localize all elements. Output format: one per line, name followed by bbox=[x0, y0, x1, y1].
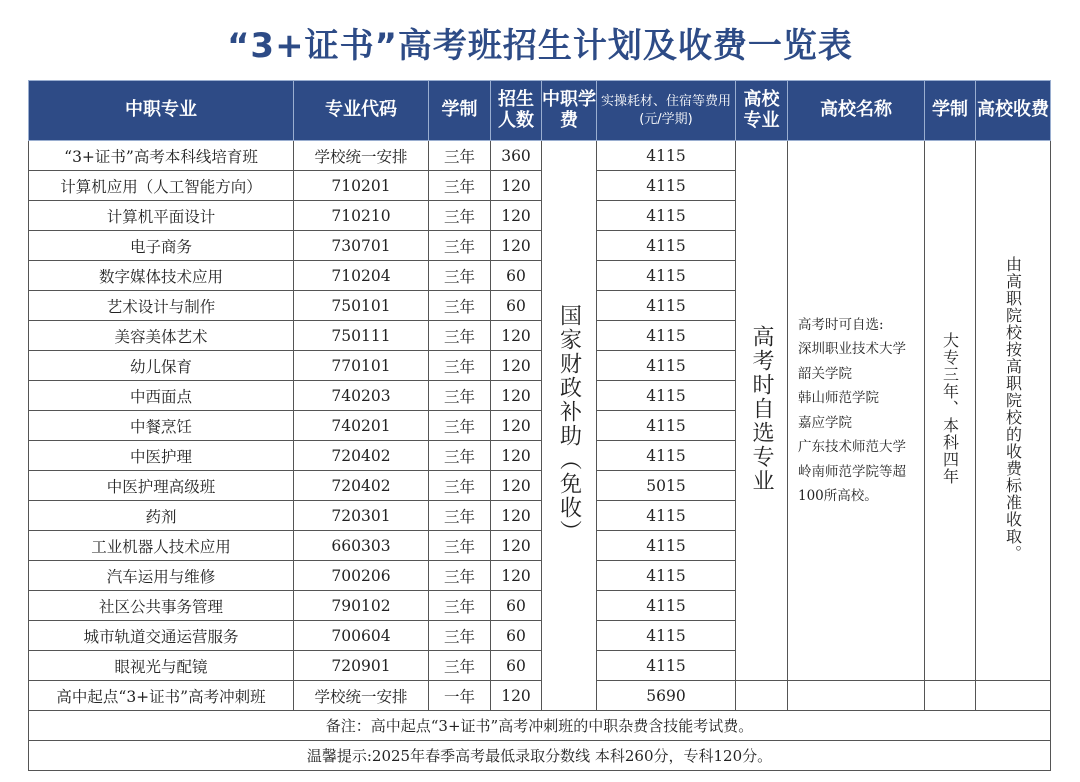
cell-enroll: 120 bbox=[491, 171, 542, 201]
college-major-text: 高考时自选专业 bbox=[749, 324, 774, 493]
cell-duration: 三年 bbox=[429, 171, 491, 201]
cell-major: 数字媒体技术应用 bbox=[29, 261, 294, 291]
cell-major: 美容美体艺术 bbox=[29, 321, 294, 351]
header-duration: 学制 bbox=[429, 81, 491, 141]
cell-major: 药剂 bbox=[29, 501, 294, 531]
college-name-line: 韩山师范学院 bbox=[798, 390, 879, 406]
cell-fee: 4115 bbox=[597, 201, 736, 231]
cell-duration: 三年 bbox=[429, 381, 491, 411]
empty-cell bbox=[736, 681, 788, 711]
college-name-line: 100所高校。 bbox=[798, 488, 878, 504]
header-fees-line1: 实操耗材、住宿等费用 bbox=[600, 93, 731, 109]
college-name-line: 深圳职业技术大学 bbox=[798, 341, 906, 357]
cell-major: 艺术设计与制作 bbox=[29, 291, 294, 321]
college-name-line: 广东技术师范大学 bbox=[798, 439, 906, 455]
cell-major: 中餐烹饪 bbox=[29, 411, 294, 441]
cell-fee: 4115 bbox=[597, 321, 736, 351]
remark-row bbox=[29, 711, 1051, 741]
cell-duration: 三年 bbox=[429, 351, 491, 381]
cell-major: 中西面点 bbox=[29, 381, 294, 411]
cell-fee: 5690 bbox=[597, 681, 736, 711]
cell-duration: 三年 bbox=[429, 321, 491, 351]
cell-code: 710201 bbox=[294, 171, 429, 201]
cell-major: 电子商务 bbox=[29, 231, 294, 261]
cell-code: 740203 bbox=[294, 381, 429, 411]
cell-college-fee-merged bbox=[976, 141, 1051, 681]
cell-code: 720402 bbox=[294, 441, 429, 471]
cell-enroll: 120 bbox=[491, 351, 542, 381]
cell-duration: 三年 bbox=[429, 441, 491, 471]
cell-major: 城市轨道交通运营服务 bbox=[29, 621, 294, 651]
header-fees-line2: (元/学期) bbox=[639, 111, 693, 127]
cell-duration: 三年 bbox=[429, 651, 491, 681]
cell-fee: 4115 bbox=[597, 141, 736, 171]
cell-code: 学校统一安排 bbox=[294, 681, 429, 711]
cell-code: 710204 bbox=[294, 261, 429, 291]
college-fee-col2: 收费标准收取。 bbox=[1003, 442, 1023, 562]
cell-fee: 4115 bbox=[597, 651, 736, 681]
header-college-fee: 高校收费 bbox=[976, 81, 1051, 141]
cell-enroll: 60 bbox=[491, 291, 542, 321]
cell-fee: 4115 bbox=[597, 501, 736, 531]
header-college-major: 高校专业 bbox=[736, 81, 788, 141]
cell-major: “3+证书”高考本科线培育班 bbox=[29, 141, 294, 171]
college-name-line: 韶关学院 bbox=[798, 365, 852, 382]
cell-major: 眼视光与配镜 bbox=[29, 651, 294, 681]
header-college-name: 高校名称 bbox=[788, 81, 925, 141]
cell-duration: 三年 bbox=[429, 621, 491, 651]
cell-duration: 三年 bbox=[429, 261, 491, 291]
cell-major: 计算机平面设计 bbox=[29, 201, 294, 231]
header-fees bbox=[597, 81, 736, 141]
cell-duration: 三年 bbox=[429, 501, 491, 531]
cell-enroll: 60 bbox=[491, 651, 542, 681]
college-name-line: 嘉应学院 bbox=[798, 414, 852, 431]
cell-tuition-merged bbox=[542, 141, 597, 711]
page-title: “3+证书”高考班招生计划及收费一览表 bbox=[227, 26, 853, 66]
empty-cell bbox=[925, 681, 976, 711]
cell-fee: 4115 bbox=[597, 291, 736, 321]
enrollment-table bbox=[28, 80, 1051, 771]
cell-major: 中医护理高级班 bbox=[29, 471, 294, 501]
cell-duration: 三年 bbox=[429, 411, 491, 441]
cell-code: 660303 bbox=[294, 531, 429, 561]
cell-fee: 4115 bbox=[597, 561, 736, 591]
cell-duration: 三年 bbox=[429, 471, 491, 501]
cell-college-duration-merged bbox=[925, 141, 976, 681]
college-name-line: 岭南师范学院等超 bbox=[798, 463, 906, 480]
cell-enroll: 120 bbox=[491, 411, 542, 441]
cell-code: 790102 bbox=[294, 591, 429, 621]
empty-cell bbox=[788, 681, 925, 711]
cell-major: 计算机应用（人工智能方向） bbox=[29, 171, 294, 201]
cell-duration: 三年 bbox=[429, 591, 491, 621]
cell-fee: 4115 bbox=[597, 621, 736, 651]
cell-code: 学校统一安排 bbox=[294, 141, 429, 171]
cell-code: 700206 bbox=[294, 561, 429, 591]
cell-fee: 4115 bbox=[597, 591, 736, 621]
cell-enroll: 120 bbox=[491, 561, 542, 591]
cell-enroll: 120 bbox=[491, 531, 542, 561]
cell-fee: 4115 bbox=[597, 441, 736, 471]
cell-college-names-merged bbox=[788, 141, 925, 681]
remark-note: 备注：高中起点“3+证书”高考冲刺班的中职杂费含技能考试费。 bbox=[29, 711, 1051, 741]
cell-code: 720901 bbox=[294, 651, 429, 681]
cell-fee: 4115 bbox=[597, 261, 736, 291]
cell-code: 710210 bbox=[294, 201, 429, 231]
cell-duration: 三年 bbox=[429, 291, 491, 321]
table-header-row bbox=[29, 81, 1051, 141]
cell-enroll: 60 bbox=[491, 261, 542, 291]
empty-cell bbox=[976, 681, 1051, 711]
cell-code: 770101 bbox=[294, 351, 429, 381]
tip-note: 温馨提示:2025年春季高考最低录取分数线 本科260分，专科120分。 bbox=[29, 741, 1051, 771]
header-tuition: 中职学费 bbox=[542, 81, 597, 141]
cell-major: 工业机器人技术应用 bbox=[29, 531, 294, 561]
cell-enroll: 120 bbox=[491, 321, 542, 351]
header-code: 专业代码 bbox=[294, 81, 429, 141]
cell-enroll: 120 bbox=[491, 441, 542, 471]
cell-major: 社区公共事务管理 bbox=[29, 591, 294, 621]
cell-enroll: 120 bbox=[491, 501, 542, 531]
tuition-text: 国家财政补助（免收） bbox=[556, 303, 582, 544]
cell-enroll: 120 bbox=[491, 471, 542, 501]
cell-duration: 三年 bbox=[429, 231, 491, 261]
cell-major: 中医护理 bbox=[29, 441, 294, 471]
cell-enroll: 120 bbox=[491, 381, 542, 411]
cell-fee: 4115 bbox=[597, 351, 736, 381]
tip-row bbox=[29, 741, 1051, 771]
cell-major: 幼儿保育 bbox=[29, 351, 294, 381]
cell-code: 750111 bbox=[294, 321, 429, 351]
cell-code: 720402 bbox=[294, 471, 429, 501]
cell-fee: 4115 bbox=[597, 381, 736, 411]
table-row bbox=[29, 141, 1051, 171]
cell-enroll: 120 bbox=[491, 681, 542, 711]
cell-enroll: 120 bbox=[491, 201, 542, 231]
header-major: 中职专业 bbox=[29, 81, 294, 141]
cell-code: 750101 bbox=[294, 291, 429, 321]
college-fee-col1: 由高职院校按高职院校的 bbox=[1003, 255, 1023, 443]
cell-duration: 一年 bbox=[429, 681, 491, 711]
table-row bbox=[29, 681, 1051, 711]
cell-enroll: 360 bbox=[491, 141, 542, 171]
cell-code: 700604 bbox=[294, 621, 429, 651]
header-college-duration: 学制 bbox=[925, 81, 976, 141]
cell-college-major-merged bbox=[736, 141, 788, 681]
cell-code: 720301 bbox=[294, 501, 429, 531]
cell-fee: 4115 bbox=[597, 231, 736, 261]
header-enroll: 招生人数 bbox=[491, 81, 542, 141]
college-name-line: 高考时可自选: bbox=[798, 316, 884, 333]
cell-duration: 三年 bbox=[429, 201, 491, 231]
cell-major: 高中起点“3+证书”高考冲刺班 bbox=[29, 681, 294, 711]
cell-fee: 4115 bbox=[597, 171, 736, 201]
cell-enroll: 120 bbox=[491, 231, 542, 261]
cell-code: 730701 bbox=[294, 231, 429, 261]
cell-enroll: 60 bbox=[491, 591, 542, 621]
college-duration-text: 大专三年、本科四年 bbox=[940, 332, 960, 485]
cell-fee: 5015 bbox=[597, 471, 736, 501]
cell-fee: 4115 bbox=[597, 411, 736, 441]
cell-code: 740201 bbox=[294, 411, 429, 441]
cell-duration: 三年 bbox=[429, 531, 491, 561]
cell-major: 汽车运用与维修 bbox=[29, 561, 294, 591]
cell-fee: 4115 bbox=[597, 531, 736, 561]
cell-duration: 三年 bbox=[429, 141, 491, 171]
cell-duration: 三年 bbox=[429, 561, 491, 591]
cell-enroll: 60 bbox=[491, 621, 542, 651]
college-fee-text bbox=[1002, 256, 1025, 562]
